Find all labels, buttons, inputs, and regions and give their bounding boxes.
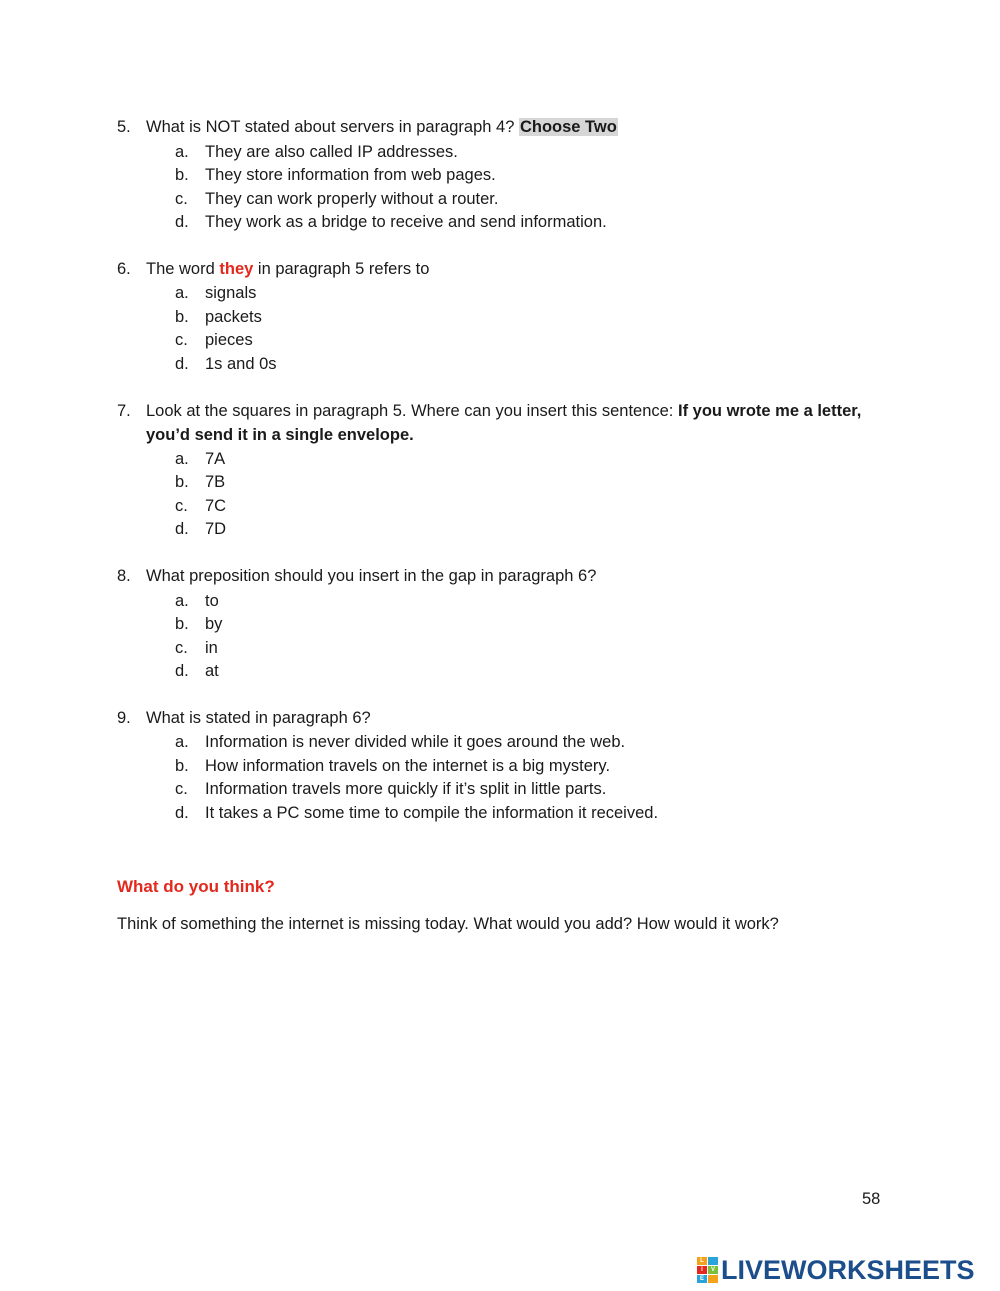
option-letter: c.: [175, 780, 188, 798]
logo-block: [708, 1275, 718, 1283]
question-number: 9.: [117, 709, 131, 727]
option-text: packets: [205, 308, 262, 326]
quoted-sentence-line1: If you wrote me a letter,: [677, 402, 862, 420]
option-letter: b.: [175, 308, 189, 326]
option-letter: d.: [175, 520, 189, 538]
option-letter: a.: [175, 450, 189, 468]
option-text: 7C: [205, 497, 227, 515]
option-letter: c.: [175, 190, 188, 208]
question-prompt: The word: [146, 260, 220, 278]
logo-letter: V: [708, 1266, 718, 1274]
question-prompt-end: in paragraph 5 refers to: [253, 260, 430, 278]
option-letter: d.: [175, 804, 189, 822]
option-letter: b.: [175, 473, 189, 491]
page-number: 58: [862, 1190, 881, 1208]
keyword: they: [219, 260, 254, 278]
option-text: 1s and 0s: [205, 355, 277, 373]
option-letter: a.: [175, 592, 189, 610]
option-letter: a.: [175, 143, 189, 161]
question-number: 5.: [117, 118, 131, 136]
option-letter: c.: [175, 639, 188, 657]
option-text: They work as a bridge to receive and send information.: [205, 213, 607, 231]
option-letter: a.: [175, 284, 189, 302]
logo-letter: I: [697, 1266, 707, 1274]
option-letter: d.: [175, 213, 189, 231]
option-text: Information is never divided while it goes around the web.: [205, 733, 626, 751]
highlight-instruction: Choose Two: [519, 118, 617, 136]
option-letter: a.: [175, 733, 189, 751]
option-text: 7B: [205, 473, 226, 491]
option-text: It takes a PC some time to compile the information it received.: [205, 804, 659, 822]
logo-mark-icon: [697, 1257, 718, 1283]
option-letter: c.: [175, 331, 188, 349]
logo-letter: E: [697, 1275, 707, 1283]
option-text: signals: [205, 284, 257, 302]
question-prompt: What is NOT stated about servers in paragraph 4?: [146, 118, 519, 136]
question-text: What preposition should you insert in the gap in paragraph 6?: [146, 567, 597, 585]
option-text: 7D: [205, 520, 227, 538]
question-text: [146, 260, 429, 279]
option-text: Information travels more quickly if it’s split in little parts.: [205, 780, 607, 798]
option-text: in: [205, 639, 218, 657]
question-text: [146, 118, 618, 137]
option-text: to: [205, 592, 219, 610]
option-text: at: [205, 662, 219, 680]
option-text: pieces: [205, 331, 253, 349]
brand-name: LIVEWORKSHEETS: [721, 1254, 975, 1285]
liveworksheets-logo[interactable]: [697, 1255, 975, 1285]
question-number: 8.: [117, 567, 131, 585]
option-letter: b.: [175, 615, 189, 633]
option-text: by: [205, 615, 223, 633]
question-number: 6.: [117, 260, 131, 278]
option-text: They are also called IP addresses.: [205, 143, 458, 161]
question-text: What is stated in paragraph 6?: [146, 709, 371, 727]
option-text: They can work properly without a router.: [205, 190, 499, 208]
option-letter: c.: [175, 497, 188, 515]
option-letter: b.: [175, 166, 189, 184]
option-letter: d.: [175, 355, 189, 373]
logo-letter: L: [697, 1257, 707, 1265]
option-text: 7A: [205, 450, 226, 468]
option-letter: d.: [175, 662, 189, 680]
option-text: They store information from web pages.: [205, 166, 496, 184]
logo-block: [708, 1257, 718, 1265]
quoted-sentence-line2: you’d send it in a single envelope.: [146, 426, 414, 444]
section-title: What do you think?: [117, 877, 275, 896]
question-number: 7.: [117, 402, 131, 420]
question-prompt: Look at the squares in paragraph 5. Where can you insert this sentence:: [146, 402, 678, 420]
option-letter: b.: [175, 757, 189, 775]
option-text: How information travels on the internet is a big mystery.: [205, 757, 611, 775]
question-text: [146, 402, 861, 421]
discussion-prompt: Think of something the internet is missing today. What would you add? How would it work?: [117, 915, 779, 933]
